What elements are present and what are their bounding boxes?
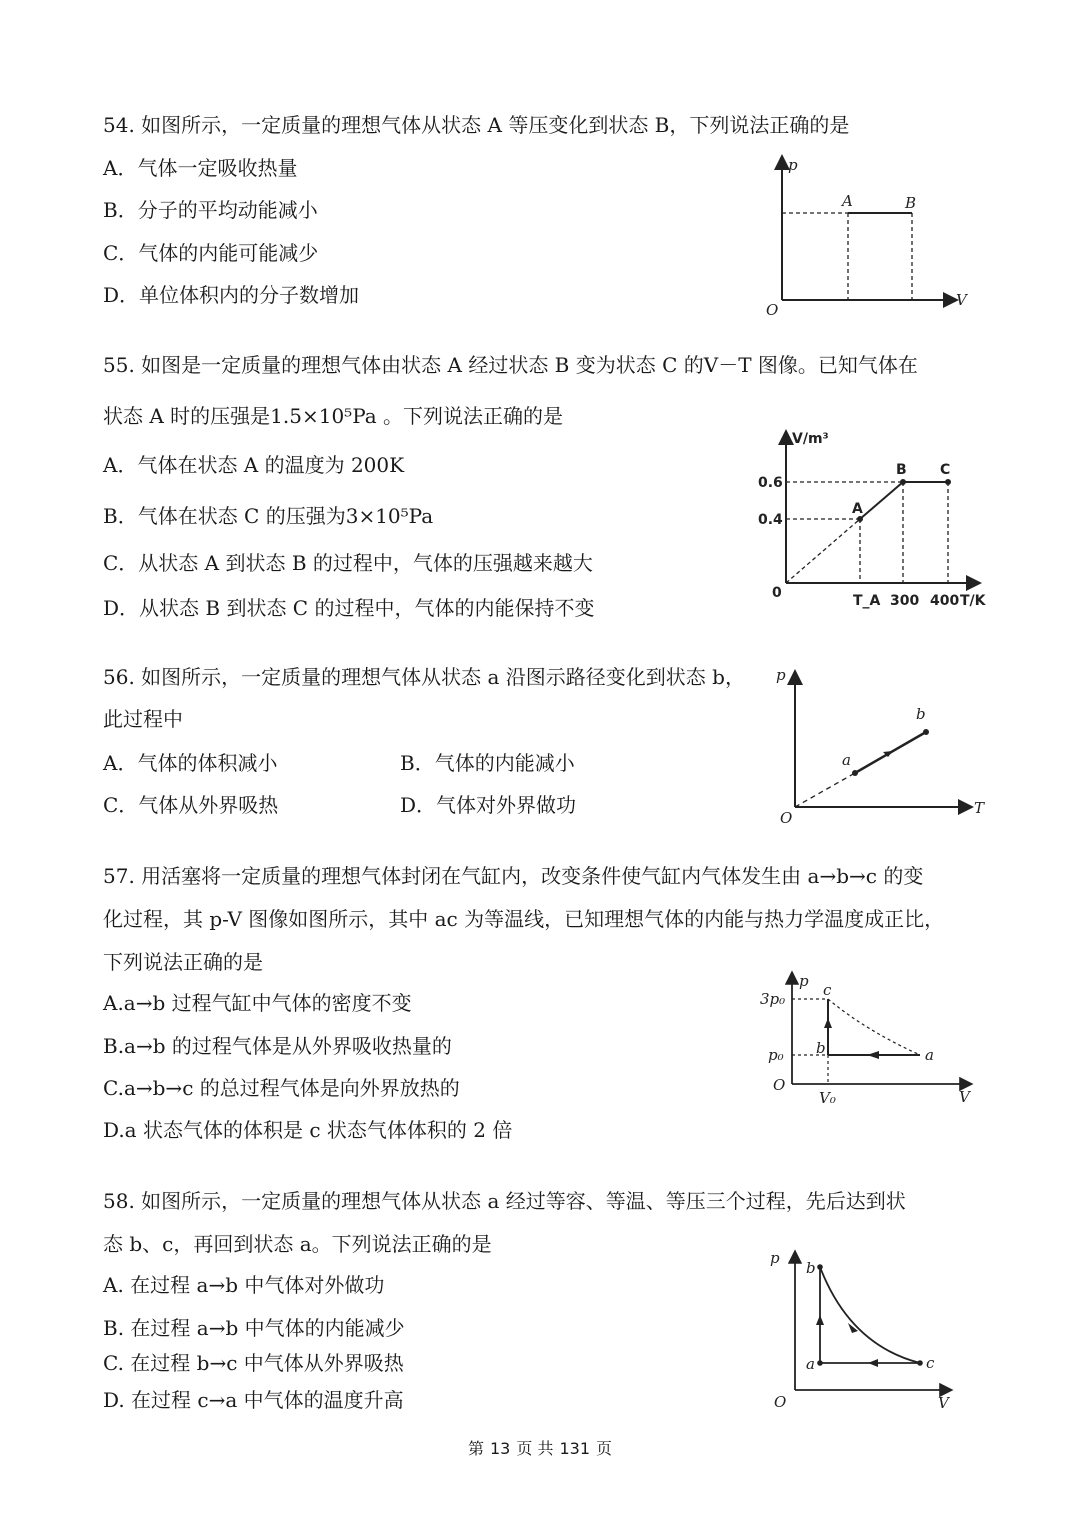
x-axis-label: V (959, 1088, 970, 1106)
footer-middle: 页 共 (516, 1439, 554, 1458)
q55-option-b: B．气体在状态 C 的压强为3×10⁵Pa (103, 504, 434, 528)
y-axis-label: p (776, 666, 786, 684)
x-axis-label: V (938, 1394, 949, 1412)
point-a (852, 770, 858, 776)
arrow-ab (816, 1315, 824, 1325)
point-b-label: b (806, 1259, 816, 1277)
point-b (817, 1264, 823, 1270)
q54-figure (760, 150, 980, 320)
page-footer (0, 1436, 1080, 1459)
q55-option-c: C．从状态 A 到状态 B 的过程中，气体的压强越来越大 (103, 551, 593, 575)
point-c-label: c (823, 981, 832, 999)
q57-option-a: A.a→b 过程气缸中气体的密度不变 (103, 991, 412, 1015)
point-b (923, 729, 929, 735)
origin-label: O (774, 1393, 787, 1411)
origin-label: O (773, 1076, 786, 1094)
q57-stem-line2: 化过程，其 p-V 图像如图所示，其中 ac 为等温线，已知理想气体的内能与热力学温度成正比， (103, 907, 945, 931)
point-b-label: B (905, 194, 917, 212)
point-c (917, 1360, 923, 1366)
point-c (945, 479, 951, 485)
arrow-bc (848, 1323, 858, 1333)
q54-option-c: C．气体的内能可能减少 (103, 241, 319, 265)
y-axis-label: p (799, 972, 809, 990)
q56-figure (770, 665, 990, 830)
x-axis-label: V (956, 291, 967, 309)
x-tick-400: 400 (930, 593, 960, 609)
point-a-label: A (842, 192, 853, 210)
footer-prefix: 第 (467, 1439, 484, 1458)
q57-figure (755, 968, 985, 1113)
x-tick-300: 300 (890, 593, 920, 609)
q58-option-a: A. 在过程 a→b 中气体对外做功 (103, 1273, 385, 1297)
footer-total-pages: 131 (559, 1439, 590, 1458)
arrow-ab (867, 1051, 879, 1059)
q54-option-b: B．分子的平均动能减小 (103, 198, 318, 222)
arrow-ca (868, 1359, 878, 1367)
y-tick-0-6: 0.6 (758, 475, 783, 491)
point-a (817, 1360, 823, 1366)
origin-label: O (780, 809, 793, 827)
process-line-ab (860, 482, 903, 519)
y-axis-label: V/m³ (792, 431, 829, 447)
q55-option-d: D．从状态 B 到状态 C 的过程中，气体的内能保持不变 (103, 596, 595, 620)
x-tick-ta: T_A (853, 593, 881, 609)
y-tick-3p0: 3p₀ (760, 990, 786, 1008)
origin-label: 0 (772, 585, 782, 601)
q57-option-c: C.a→b→c 的总过程气体是向外界放热的 (103, 1076, 460, 1100)
q54-stem: 54. 如图所示，一定质量的理想气体从状态 A 等压变化到状态 B，下列说法正确的是 (103, 113, 850, 137)
arrow-bc (824, 1018, 832, 1028)
q56-stem-line2: 此过程中 (103, 707, 183, 731)
point-a-label: a (842, 751, 851, 769)
q58-figure (760, 1245, 980, 1420)
isotherm-ac (828, 999, 920, 1055)
q56-option-a: A．气体的体积减小 (103, 751, 278, 775)
origin-extension-line (795, 773, 855, 807)
q54-option-d: D．单位体积内的分子数增加 (103, 283, 360, 307)
process-curve-bc (820, 1267, 920, 1363)
y-axis-label: p (788, 156, 798, 174)
point-b (900, 479, 906, 485)
q56-option-b: B．气体的内能减小 (400, 751, 575, 775)
point-b-label: b (916, 705, 926, 723)
q57-stem-line1: 57. 用活塞将一定质量的理想气体封闭在气缸内，改变条件使气缸内气体发生由 a→b→c 的变 (103, 864, 924, 888)
q55-option-a: A．气体在状态 A 的温度为 200K (103, 453, 405, 477)
q58-stem-line2: 态 b、c，再回到状态 a。下列说法正确的是 (103, 1232, 492, 1256)
footer-page-number: 13 (490, 1439, 511, 1458)
point-b-label: B (896, 462, 907, 478)
footer-suffix: 页 (596, 1439, 613, 1458)
q56-stem-line1: 56. 如图所示，一定质量的理想气体从状态 a 沿图示路径变化到状态 b， (103, 665, 745, 689)
y-axis-label: p (770, 1249, 780, 1267)
q58-option-b: B. 在过程 a→b 中气体的内能减少 (103, 1316, 405, 1340)
q55-stem-line2: 状态 A 时的压强是1.5×10⁵Pa 。下列说法正确的是 (103, 404, 564, 428)
q55-figure (740, 425, 1000, 615)
q57-option-d: D.a 状态气体的体积是 c 状态气体体积的 2 倍 (103, 1118, 513, 1142)
point-a-label: a (806, 1355, 815, 1373)
q56-option-c: C．气体从外界吸热 (103, 793, 279, 817)
q58-option-c: C. 在过程 b→c 中气体从外界吸热 (103, 1351, 404, 1375)
q56-option-d: D．气体对外界做功 (400, 793, 577, 817)
point-a-label: a (925, 1046, 934, 1064)
point-a-label: A (852, 501, 863, 517)
y-tick-0-4: 0.4 (758, 512, 783, 528)
x-axis-label: T/K (960, 593, 986, 609)
x-axis-label: T (974, 799, 985, 817)
point-c-label: C (940, 462, 951, 478)
q57-option-b: B.a→b 的过程气体是从外界吸收热量的 (103, 1034, 452, 1058)
origin-extension-line (786, 519, 860, 583)
q54-option-a: A．气体一定吸收热量 (103, 156, 298, 180)
x-tick-v0: V₀ (819, 1089, 836, 1107)
point-b-label: b (816, 1039, 826, 1057)
q58-option-d: D. 在过程 c→a 中气体的温度升高 (103, 1388, 404, 1412)
point-c-label: c (926, 1354, 935, 1372)
y-tick-p0: p₀ (768, 1046, 784, 1064)
q57-stem-line3: 下列说法正确的是 (103, 950, 263, 974)
q58-stem-line1: 58. 如图所示，一定质量的理想气体从状态 a 经过等容、等温、等压三个过程，先后达到状 (103, 1189, 906, 1213)
q55-stem-line1: 55. 如图是一定质量的理想气体由状态 A 经过状态 B 变为状态 C 的V－T 图像。已知气体在 (103, 353, 918, 377)
origin-label: O (766, 301, 779, 319)
